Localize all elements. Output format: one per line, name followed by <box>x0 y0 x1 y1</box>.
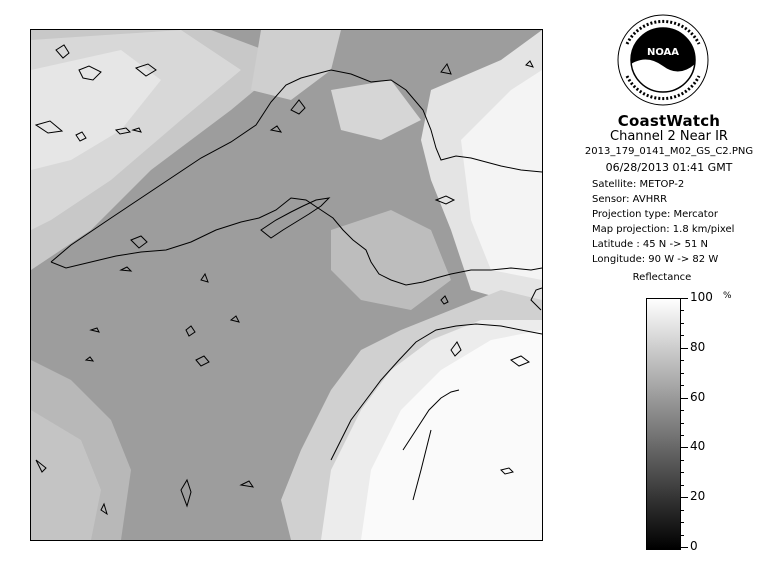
colorbar-minor-tick <box>680 472 684 473</box>
colorbar-minor-tick <box>680 335 684 336</box>
projection-type-label: Projection type: Mercator <box>592 209 718 220</box>
colorbar-tick-label: 0 <box>690 539 698 553</box>
map-svg <box>31 30 542 540</box>
colorbar-tick <box>680 497 688 498</box>
satellite-image-map <box>30 29 543 541</box>
noaa-logo-graphic <box>617 14 709 106</box>
channel-name: Channel 2 Near IR <box>610 129 728 144</box>
colorbar-minor-tick <box>680 510 684 511</box>
map-projection-label: Map projection: 1.8 km/pixel <box>592 224 735 235</box>
svg-text:NOAA: NOAA <box>646 47 680 58</box>
longitude-label: Longitude: 90 W -> 82 W <box>592 254 719 265</box>
colorbar-minor-tick <box>680 323 684 324</box>
colorbar-minor-tick <box>680 522 684 523</box>
colorbar-tick <box>680 547 688 548</box>
date-time: 06/28/2013 01:41 GMT <box>605 161 733 174</box>
sensor-label: Sensor: AVHRR <box>592 194 668 205</box>
colorbar-title: Reflectance <box>632 272 692 283</box>
colorbar-tick <box>680 348 688 349</box>
colorbar-tick-label: 60 <box>690 389 706 404</box>
colorbar-minor-tick <box>680 360 684 361</box>
colorbar-tick-label: 100 <box>690 290 713 304</box>
colorbar-tick <box>680 298 688 299</box>
colorbar-unit: % <box>723 291 732 301</box>
colorbar-minor-tick <box>680 410 684 411</box>
colorbar-minor-tick <box>680 373 684 374</box>
noaa-logo <box>617 14 709 106</box>
colorbar-tick-label: 80 <box>690 339 706 354</box>
colorbar-minor-tick <box>680 485 684 486</box>
colorbar-tick-label: 20 <box>690 489 706 504</box>
product-brand: CoastWatch <box>617 112 721 130</box>
latitude-label: Latitude : 45 N -> 51 N <box>592 239 708 250</box>
colorbar-minor-tick <box>680 460 684 461</box>
colorbar-minor-tick <box>680 435 684 436</box>
colorbar-tick <box>680 398 688 399</box>
colorbar-minor-tick <box>680 535 684 536</box>
colorbar-tick <box>680 447 688 448</box>
file-name: 2013_179_0141_M02_GS_C2.PNG <box>584 146 754 157</box>
colorbar-tick-label: 40 <box>690 439 706 454</box>
satellite-label: Satellite: METOP-2 <box>592 179 685 190</box>
colorbar <box>646 298 681 550</box>
colorbar-minor-tick <box>680 385 684 386</box>
colorbar-minor-tick <box>680 310 684 311</box>
colorbar-minor-tick <box>680 423 684 424</box>
